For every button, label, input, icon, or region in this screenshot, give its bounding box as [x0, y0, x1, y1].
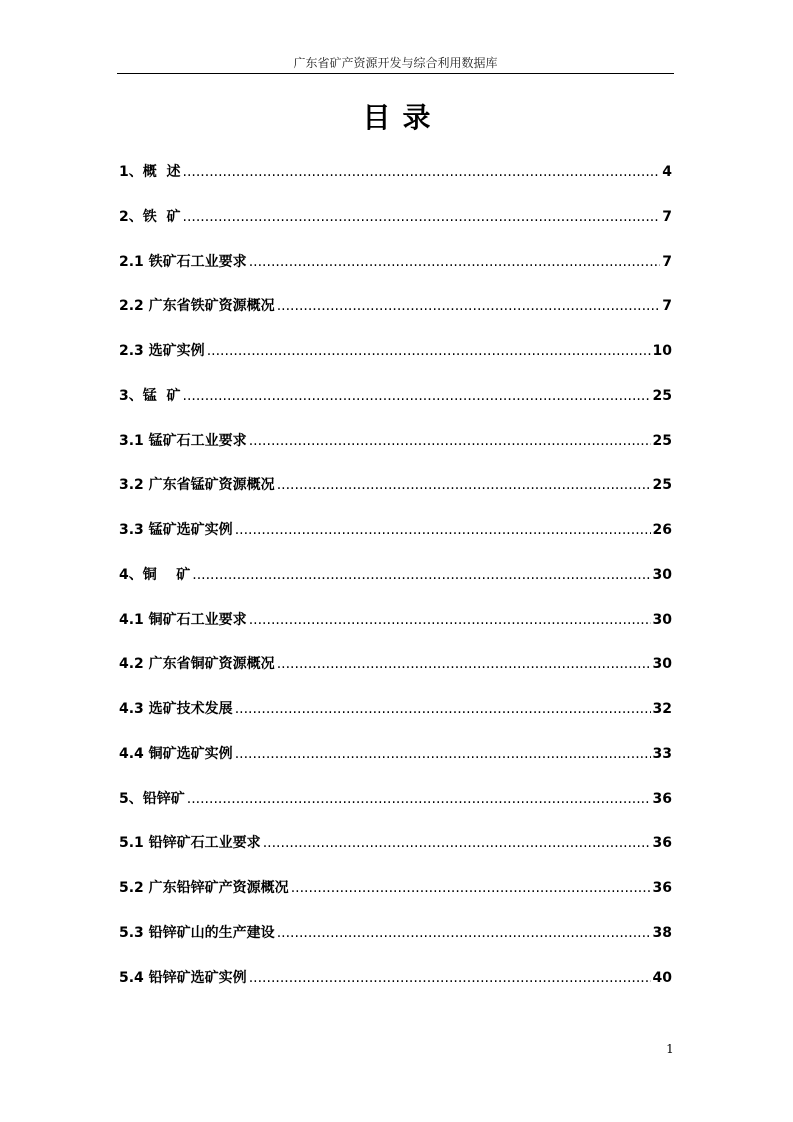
toc-entry-page: 25	[652, 477, 672, 494]
toc-entry[interactable]	[119, 520, 672, 565]
toc-entry[interactable]	[119, 252, 672, 297]
dot-leader	[183, 207, 661, 227]
toc-entry-page: 30	[652, 656, 672, 673]
toc-entry-label: 3.2 广东省锰矿资源概况	[119, 477, 275, 494]
dot-leader	[249, 968, 651, 988]
dot-leader	[192, 565, 650, 585]
toc-entry[interactable]	[119, 968, 672, 1013]
toc-entry-label: 5.3 铅锌矿山的生产建设	[119, 924, 275, 941]
dot-leader	[277, 475, 651, 495]
toc-entry-page: 36	[652, 835, 672, 852]
toc-entry-page: 25	[652, 432, 672, 449]
toc-entry-page: 30	[652, 566, 672, 583]
toc-entry-page: 10	[652, 343, 672, 359]
toc-title: 目录	[362, 101, 443, 134]
toc-entry[interactable]	[119, 833, 672, 878]
running-header: 广东省矿产资源开发与综合利用数据库	[293, 56, 498, 70]
toc-entry-label: 2.3 选矿实例	[119, 343, 205, 359]
toc-entry[interactable]	[119, 878, 672, 923]
dot-leader	[235, 699, 651, 719]
toc-entry-page: 38	[652, 924, 672, 941]
toc-entry-page: 7	[662, 298, 672, 315]
toc-entry-page: 33	[652, 745, 672, 762]
toc-entry-label: 4、铜 矿	[119, 566, 191, 583]
toc-entry-label: 5、铅锌矿	[119, 790, 185, 807]
header-rule	[117, 73, 674, 74]
toc-entry-label: 1、概 述	[119, 164, 181, 180]
toc-entry[interactable]	[119, 923, 672, 968]
dot-leader	[187, 789, 651, 809]
toc-entry[interactable]	[119, 341, 672, 386]
toc-entry-page: 32	[652, 701, 672, 717]
toc-entry[interactable]	[119, 475, 672, 520]
toc-entry-page: 25	[652, 387, 672, 404]
toc-entry-label: 4.4 铜矿选矿实例	[119, 745, 233, 762]
toc-entry-label: 3、锰 矿	[119, 387, 181, 404]
toc-entry-page: 7	[662, 208, 672, 225]
toc-entry[interactable]	[119, 699, 672, 744]
toc-entry-label: 3.1 锰矿石工业要求	[119, 432, 247, 449]
dot-leader	[249, 431, 651, 451]
toc-entry[interactable]	[119, 431, 672, 476]
dot-leader	[263, 833, 651, 853]
toc-entry-label: 2.2 广东省铁矿资源概况	[119, 298, 275, 315]
toc-list	[119, 162, 672, 1012]
toc-entry[interactable]	[119, 162, 672, 207]
toc-entry-page: 30	[652, 611, 672, 628]
toc-entry[interactable]	[119, 744, 672, 789]
toc-entry-label: 5.2 广东铅锌矿产资源概况	[119, 880, 289, 896]
toc-entry-page: 7	[662, 253, 672, 270]
toc-entry-page: 36	[652, 880, 672, 896]
toc-entry-label: 2、铁 矿	[119, 208, 181, 225]
dot-leader	[235, 520, 651, 540]
toc-entry[interactable]	[119, 610, 672, 655]
toc-entry-label: 5.1 铅锌矿石工业要求	[119, 835, 261, 852]
toc-entry-label: 4.2 广东省铜矿资源概况	[119, 656, 275, 673]
toc-entry-page: 36	[652, 790, 672, 807]
toc-entry[interactable]	[119, 789, 672, 834]
page-number: 1	[666, 1042, 674, 1056]
dot-leader	[277, 296, 661, 316]
toc-entry-label: 4.1 铜矿石工业要求	[119, 611, 247, 628]
dot-leader	[291, 878, 651, 898]
toc-entry-label: 4.3 选矿技术发展	[119, 701, 233, 717]
toc-entry-page: 40	[652, 969, 672, 986]
toc-entry-label: 3.3 锰矿选矿实例	[119, 522, 233, 538]
dot-leader	[249, 252, 661, 272]
dot-leader	[249, 610, 651, 630]
toc-entry[interactable]	[119, 565, 672, 610]
toc-entry[interactable]	[119, 654, 672, 699]
dot-leader	[207, 341, 651, 361]
toc-entry[interactable]	[119, 296, 672, 341]
toc-entry-page: 26	[652, 522, 672, 538]
toc-entry[interactable]	[119, 386, 672, 431]
toc-entry[interactable]	[119, 207, 672, 252]
toc-entry-label: 5.4 铅锌矿选矿实例	[119, 969, 247, 986]
toc-entry-page: 4	[662, 164, 672, 180]
dot-leader	[277, 654, 651, 674]
dot-leader	[183, 386, 651, 406]
dot-leader	[235, 744, 651, 764]
dot-leader	[183, 162, 661, 182]
dot-leader	[277, 923, 651, 943]
toc-entry-label: 2.1 铁矿石工业要求	[119, 253, 247, 270]
